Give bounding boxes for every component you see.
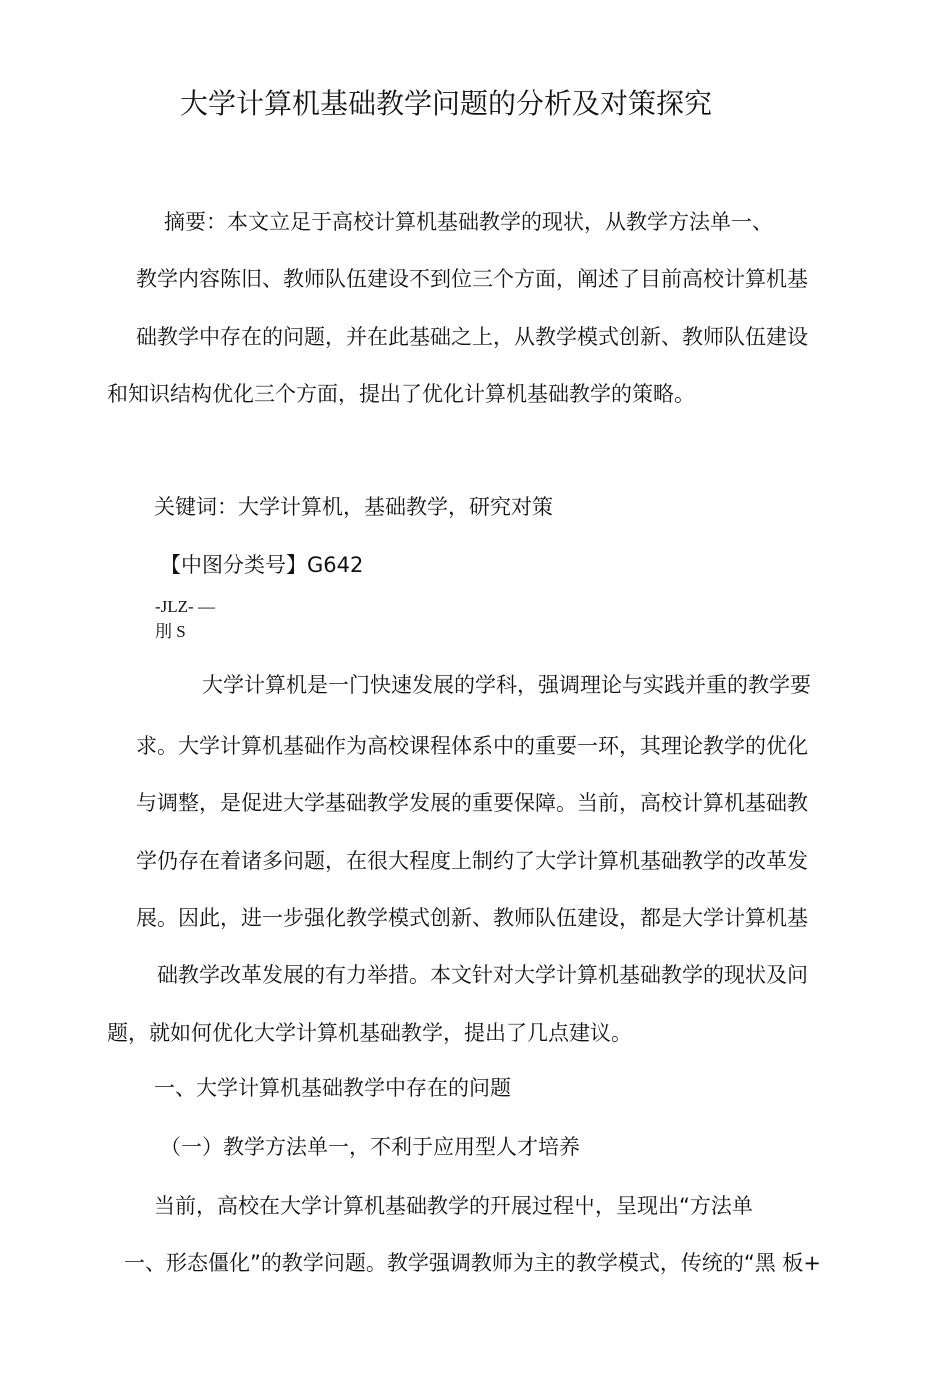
intro-line: 与调整，是促进大学基础教学发展的重要保障。当前，高校计算机基础教 xyxy=(136,791,808,815)
intro-line: 学仍存在着诸多问题，在很大程度上制约了大学计算机基础教学的改革发 xyxy=(136,849,808,873)
code-line: 刖 S xyxy=(155,622,186,641)
subsection-heading: （一）教学方法单一，不利于应用型人才培养 xyxy=(160,1135,580,1159)
abstract-line: 和知识结构优化三个方面，提出了优化计算机基础教学的策略。 xyxy=(107,382,695,406)
abstract-line: 础教学中存在的问题，并在此基础之上，从教学模式创新、教师队伍建设 xyxy=(136,325,808,349)
keywords-line: 关键词：大学计算机，基础教学，研究对策 xyxy=(154,495,553,519)
intro-line: 大学计算机是一门快速发展的学科，强调理论与实践并重的教学要 xyxy=(202,673,811,697)
code-line: -JLZ- — xyxy=(155,597,215,616)
intro-line: 展。因此，进一步强化教学模式创新、教师队伍建设，都是大学计算机基 xyxy=(136,906,808,930)
intro-line: 题，就如何优化大学计算机基础教学，提出了几点建议。 xyxy=(107,1021,632,1045)
classification-number: 【中图分类号】G642 xyxy=(160,553,364,577)
intro-line: 础教学改革发展的有力举措。本文针对大学计算机基础教学的现状及问 xyxy=(157,963,808,987)
intro-line: 求。大学计算机基础作为高校课程体系中的重要一环，其理论教学的优化 xyxy=(136,734,808,758)
doc-title: 大学计算机基础教学问题的分析及对策探究 xyxy=(180,87,713,120)
abstract-line: 摘要：本文立足于高校计算机基础教学的现状，从教学方法单一、 xyxy=(164,210,773,234)
section-heading: 一、大学计算机基础教学中存在的问题 xyxy=(154,1076,511,1100)
body-line: 当前，高校在大学计算机基础教学的幵展过程屮，呈现出“方法单 xyxy=(154,1194,753,1218)
abstract-line: 教学内容陈旧、教师队伍建设不到位三个方面，阐述了目前高校计算机基 xyxy=(136,267,808,291)
body-line: 一、形态僵化”的教学问题。教学强调教师为主的教学模式，传统的“黑 板+ xyxy=(124,1251,822,1275)
